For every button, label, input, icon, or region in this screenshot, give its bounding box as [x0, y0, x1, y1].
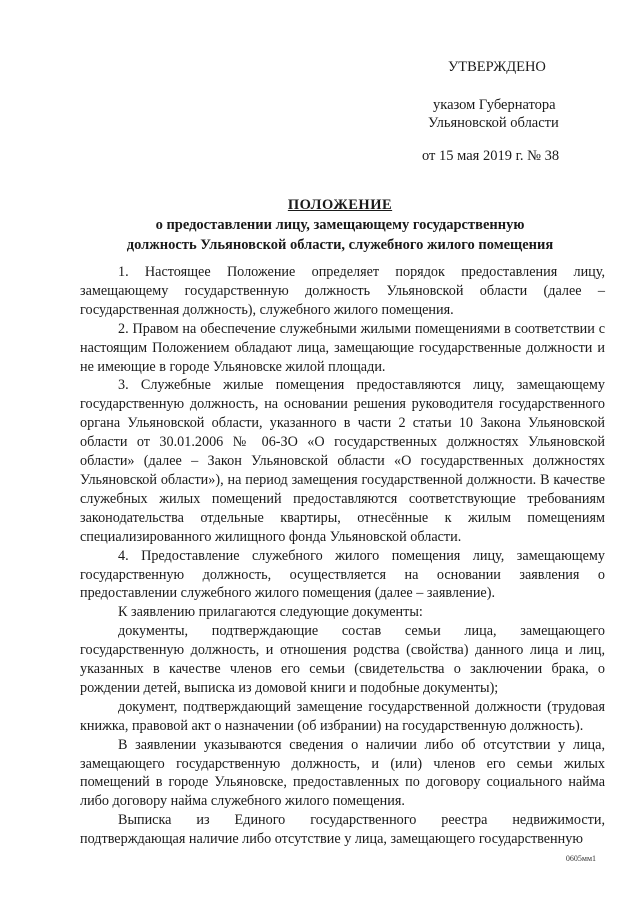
title-sub-line-2: должность Ульяновской области, служебного жилого помещения	[126, 237, 554, 253]
paragraph-2: 2. Правом на обеспечение служебными жилыми помещениями в соответствии с настоящим Положением обладают лица, замещающие государственные должности и не имеющие в городе Ульяновске жилой площади.	[80, 320, 605, 375]
decree-line-2: Ульяновской области	[428, 115, 559, 131]
paragraph-1: 1. Настоящее Положение определяет порядок предоставления лицу, замещающему государственную должность Ульяновской области (далее – государственная должность), служебного жилого помещения.	[80, 264, 605, 318]
paragraph-4: 4. Предоставление служебного жилого помещения лицу, замещающему государственную должность, осуществляется на основании заявления о предоставлении служебного жилого помещения (далее – заявление).	[80, 547, 605, 602]
paragraph-application-info: В заявлении указываются сведения о наличии либо об отсутствии у лица, замещающего государственную должность, и (или) членов его семьи жилых помещений в городе Ульяновске, предоставленных по договору социального найма либо договору найма служебного жилого помещения.	[80, 736, 605, 810]
paragraph-3: 3. Служебные жилые помещения предоставляются лицу, замещающему государственную должность, на основании решения руководителя государственного органа Ульяновской области, указанного в части 2 статьи 10 Закона Ульяновской области от 30.01.2006 № 06-ЗО «О государственных должностях Ульяновской области» (далее – Закон Ульяновской области «О государственных должностях Ульяновской области»), на период замещения государственной должности. В качестве служебных жилых помещений предоставляются соответствующие требованиям законодательства отдельные квартиры, отнесённые к жилым помещениям специализированного жилищного фонда Ульяновской области.	[80, 377, 605, 545]
title-main: ПОЛОЖЕНИЕ	[287, 197, 393, 213]
document-body	[80, 263, 605, 849]
paragraph-attachments-intro: К заявлению прилагаются следующие документы:	[118, 604, 423, 621]
paragraph-registry-extract: Выписка из Единого государственного реестра недвижимости, подтверждающая наличие либо отсутствие у лица, замещающего государственную	[80, 812, 605, 848]
decree-date: от 15 мая 2019 г. № 38	[422, 148, 560, 164]
document-title	[80, 195, 600, 255]
paragraph-position-doc: документ, подтверждающий замещение государственной должности (трудовая книжка, правовой акт о назначении (об избрании) на государственную должность).	[80, 698, 605, 734]
approved-stamp: УТВЕРЖДЕНО	[448, 59, 546, 75]
footer-code: 0605мм1	[565, 854, 596, 863]
title-sub-line-1: о предоставлении лицу, замещающему государственную	[155, 217, 525, 233]
decree-line-1: указом Губернатора	[433, 97, 556, 113]
paragraph-family-docs: документы, подтверждающие состав семьи лица, замещающего государственную должность, и отношения родства (свойства) данного лица и лиц, указанных в качестве членов его семьи (свидетельства о заключении брака, о рождении детей, выписка из домовой книги и подобные документы);	[80, 623, 605, 696]
